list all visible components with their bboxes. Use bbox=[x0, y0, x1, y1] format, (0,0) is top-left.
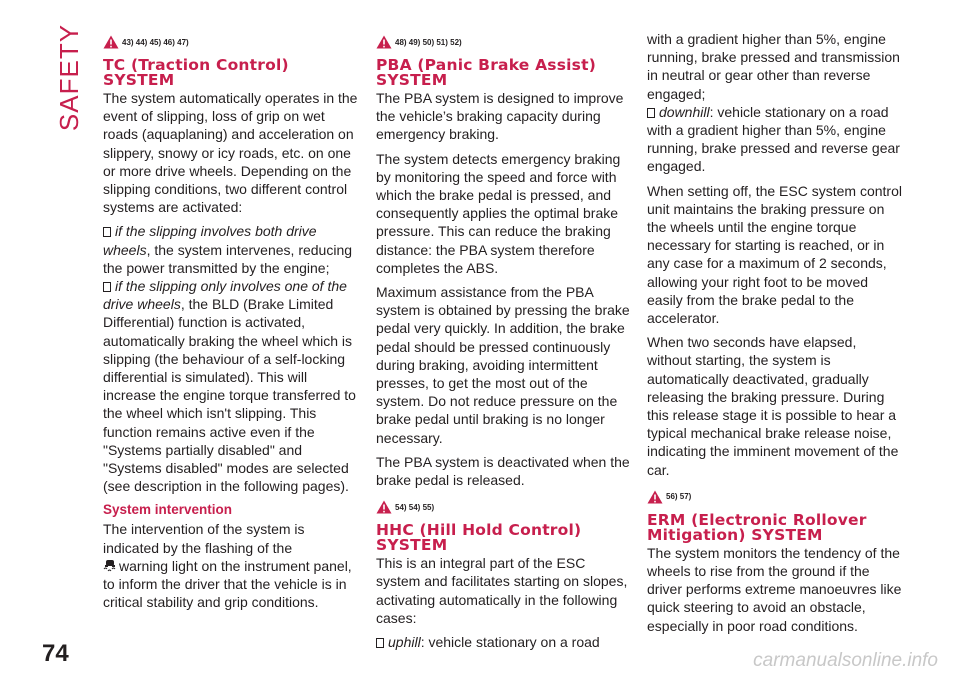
paragraph: The PBA system is deactivated when the brake pedal is released. bbox=[376, 453, 630, 489]
section-heading-tc: TC (Traction Control) SYSTEM bbox=[103, 56, 289, 89]
warning-triangle-icon bbox=[376, 35, 392, 49]
section-heading-hhc: HHC (Hill Hold Control) SYSTEM bbox=[376, 521, 582, 555]
paragraph-text: warning light on the instrument panel, to inform the driver that the vehicle is in critical stability and grip conditions. bbox=[103, 557, 352, 611]
paragraph bbox=[103, 520, 358, 611]
column-2 bbox=[376, 30, 631, 651]
warning-triangle-icon bbox=[376, 500, 392, 514]
bullet-box-icon bbox=[376, 638, 384, 648]
warning-references: 54) 54) 55) bbox=[395, 502, 435, 512]
bullet-item bbox=[103, 222, 358, 277]
bullet-emphasis: downhill bbox=[659, 103, 710, 120]
bullet-item bbox=[376, 633, 631, 651]
section-heading-erm: ERM (Electronic Rollover Mitigation) SYSTEM bbox=[647, 510, 867, 544]
bullet-text: : vehicle stationary on a road bbox=[420, 634, 600, 651]
warning-refs-row bbox=[376, 497, 631, 517]
paragraph: The system monitors the tendency of the wheels to rise from the ground if the driver performs extreme manoeuvres like quick steering to avoid an obstacle, especially in poor road conditions. bbox=[647, 544, 902, 634]
warning-refs-row bbox=[103, 32, 358, 52]
watermark: carmanualsonline.info bbox=[753, 650, 938, 671]
bullet-box-icon bbox=[103, 227, 111, 237]
section-side-tab-label: SAFETY bbox=[54, 23, 85, 132]
section-heading-pba: PBA (Panic Brake Assist) SYSTEM bbox=[376, 56, 596, 89]
paragraph: This is an integral part of the ESC system and facilitates starting on slopes, activating automatically in the following cases: bbox=[376, 555, 628, 626]
warning-references: 43) 44) 45) 46) 47) bbox=[122, 37, 189, 47]
warning-refs-row bbox=[376, 32, 631, 52]
skid-warning-light-icon bbox=[103, 559, 117, 572]
paragraph: Maximum assistance from the PBA system is obtained by pressing the brake pedal very quickly. In addition, the brake pedal should be pressed continuously during braking, avoiding intermittent presses, to get the most out of the system. Do not reduce pressure on the brake pedal until braking is no longer necessary. bbox=[376, 284, 630, 446]
bullet-box-icon bbox=[647, 108, 655, 118]
section-side-tab bbox=[54, 23, 85, 132]
paragraph: The system detects emergency braking by monitoring the speed and force with which the brake pedal is pressed, and consequently applies the optimal brake pressure. This can reduce the braking distance: the PBA system therefore completes the ABS. bbox=[376, 150, 621, 276]
bullet-text: : vehicle stationary on a road with a gradient higher than 5%, engine running, brake pressed and reverse gear engaged. bbox=[647, 103, 900, 175]
paragraph: with a gradient higher than 5%, engine running, brake pressed and transmission in neutral or gear other than reverse engaged; bbox=[647, 31, 900, 102]
warning-refs-row bbox=[647, 487, 902, 507]
bullet-item bbox=[103, 277, 358, 495]
column-1 bbox=[103, 30, 358, 617]
warning-references: 48) 49) 50) 51) 52) bbox=[395, 37, 462, 47]
paragraph: When setting off, the ESC system control unit maintains the braking pressure on the wheels until the engine torque necessary for starting is reached, or in any case for a maximum of 2 seconds, allowing your right foot to be moved easily from the brake pedal to the accelerator. bbox=[647, 182, 902, 327]
bullet-emphasis: if the slipping only involves one of the drive wheels bbox=[103, 278, 347, 313]
column-3 bbox=[647, 30, 902, 641]
bullet-text: , the system intervenes, reducing the power transmitted by the engine; bbox=[103, 241, 353, 276]
page-number: 74 bbox=[42, 640, 69, 667]
bullet-text: , the BLD (Brake Limited Differential) function is activated, automatically braking the wheel which is slipping (the behaviour of a self-locking differential is simulated). This will increase the engine torque transferred to the wheel which isn't slipping. This function remains active even if the "Systems partially disabled" and "Systems disabled" modes are selected (see description in the following pages). bbox=[103, 296, 356, 495]
paragraph: When two seconds have elapsed, without starting, the system is automatically deactivated, gradually releasing the braking pressure. During this release stage it is possible to hear a typical mechanical brake release noise, indicating the imminent movement of the car. bbox=[647, 334, 899, 478]
paragraph: The PBA system is designed to improve the vehicle’s braking capacity during emergency braking. bbox=[376, 90, 624, 143]
bullet-box-icon bbox=[103, 282, 111, 292]
warning-references: 56) 57) bbox=[666, 492, 692, 502]
warning-triangle-icon bbox=[647, 490, 663, 504]
subheading-system-intervention: System intervention bbox=[103, 502, 233, 518]
bullet-emphasis: if the slipping involves both drive wheels bbox=[103, 223, 317, 258]
bullet-item bbox=[647, 103, 902, 176]
paragraph-text: The intervention of the system is indicated by the flashing of the bbox=[103, 521, 305, 556]
bullet-emphasis: uphill bbox=[388, 634, 421, 651]
paragraph: The system automatically operates in the event of slipping, loss of grip on wet roads (aquaplaning) and acceleration on slippery, snowy or icy roads, etc. on one or more drive wheels. Depending on the slipping conditions, two different control systems are activated: bbox=[103, 90, 358, 216]
warning-triangle-icon bbox=[103, 35, 119, 49]
